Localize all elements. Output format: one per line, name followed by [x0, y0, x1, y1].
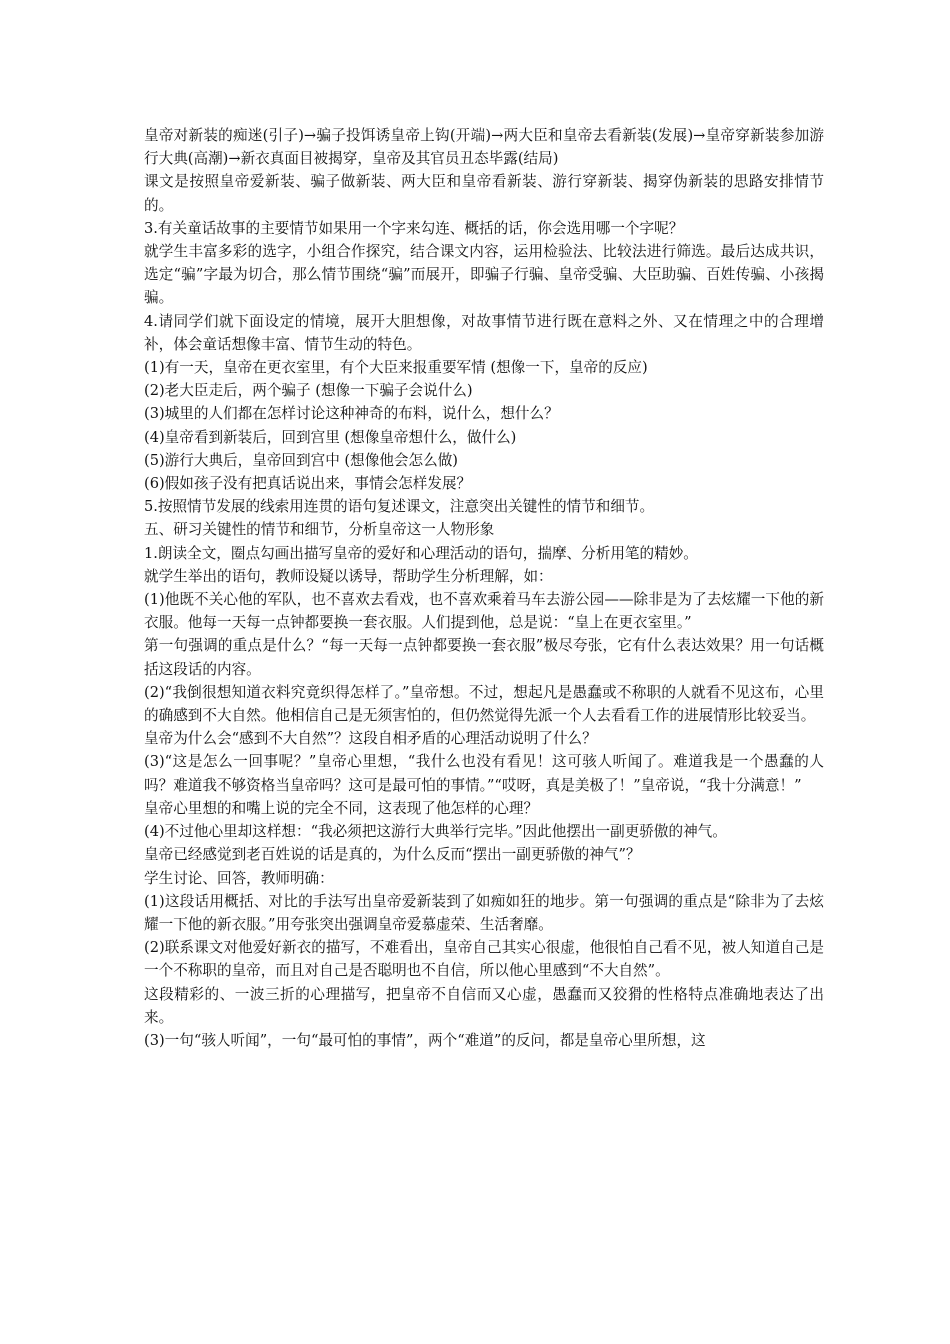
quote-4-question: 皇帝已经感觉到老百姓说的话是真的，为什么反而“摆出一副更骄傲的神气”？	[144, 846, 641, 864]
question-4: 4.请同学们就下面设定的情境，展开大胆想像，对故事情节进行既在意料之外、又在情理之中的合理增补，体会童话想像丰富、情节生动的特色。	[144, 312, 824, 353]
document-body	[144, 124, 824, 1052]
scenario-item-2: (2)老大臣走后，两个骗子 (想像一下骗子会说什么)	[144, 382, 473, 400]
task-1: 1.朗读全文，圈点勾画出描写皇帝的爱好和心理活动的语句，揣摩、分析用笔的精妙。	[144, 544, 698, 562]
quote-4: (4)不过他心里却这样想：“我必须把这游行大典举行完毕。”因此他摆出一副更骄傲的神气。	[144, 823, 727, 841]
scenario-item-6: (6)假如孩子没有把真话说出来，事情会怎样发展？	[144, 475, 472, 493]
quote-2: (2)“我倒很想知道衣料究竟织得怎样了。”皇帝想。不过，想起凡是愚蠢或不称职的人就看不见这布，心里的确感到不大自然。他相信自己是无须害怕的，但仍然觉得先派一个人去看看工作的进展情形比较妥当。	[144, 683, 824, 725]
scenario-item-4: (4)皇帝看到新装后，回到宫里 (想像皇帝想什么，做什么)	[144, 428, 517, 446]
answer-3: 就学生丰富多彩的选字，小组合作探究，结合课文内容，运用检验法、比较法进行筛选。最后达成共识，选定“骗”字最为切合，那么情节围绕“骗”而展开，即骗子行骗、皇帝受骗、大臣助骗、百姓传骗、小孩揭骗。	[144, 243, 824, 307]
answer-item-2: (2)联系课文对他爱好新衣的描写，不难看出，皇帝自己其实心很虚，他很怕自己看不见，被人知道自己是一个不称职的皇帝，而且对自己是否聪明也不自信，所以他心里感到“不大自然”。	[144, 939, 824, 980]
task-1-instruction: 就学生举出的语句，教师设疑以诱导，帮助学生分析理解，如：	[144, 567, 553, 585]
quote-3: (3)“这是怎么一回事呢？”皇帝心里想，“我什么也没有看见！这可骇人听闻了。难道我是一个愚蠢的人吗？难道我不够资格当皇帝吗？这可是最可怕的事情。”“哎呀，真是美极了！”皇帝说，“我十分满意！”	[144, 753, 824, 794]
quote-1: (1)他既不关心他的军队，也不喜欢去看戏，也不喜欢乘着马车去游公园——除非是为了去炫耀一下他的新衣服。他每一天每一点钟都要换一套衣服。人们提到他，总是说：“皇上在更衣室里。”	[144, 591, 824, 632]
discussion-intro: 学生讨论、回答，教师明确：	[144, 869, 334, 887]
quote-1-question: 第一句强调的重点是什么？“每一天每一点钟都要换一套衣服”极尽夸张，它有什么表达效果？用一句话概括这段话的内容。	[144, 637, 824, 678]
answer-item-1: (1)这段话用概括、对比的手法写出皇帝爱新装到了如痴如狂的地步。第一句强调的重点是“除非为了去炫耀一下他的新衣服。”用夸张突出强调皇帝爱慕虚荣、生活奢靡。	[144, 892, 824, 933]
scenario-item-3: (3)城里的人们都在怎样讨论这种神奇的布料，说什么，想什么？	[144, 405, 559, 423]
scenario-item-5: (5)游行大典后，皇帝回到宫中 (想像他会怎么做)	[144, 451, 458, 469]
answer-item-2-note: 这段精彩的、一波三折的心理描写，把皇帝不自信而又心虚，愚蠢而又狡猾的性格特点准确地表达了出来。	[144, 985, 824, 1026]
question-3: 3.有关童话故事的主要情节如果用一个字来勾连、概括的话，你会选用哪一个字呢？	[144, 219, 684, 237]
scenario-item-1: (1)有一天，皇帝在更衣室里，有个大臣来报重要军情 (想像一下，皇帝的反应)	[144, 359, 648, 377]
question-5: 5.按照情节发展的线索用连贯的语句复述课文，注意突出关键性的情节和细节。	[144, 498, 655, 516]
plot-summary-paragraph: 课文是按照皇帝爱新装、骗子做新装、两大臣和皇帝看新装、游行穿新装、揭穿伪新装的思路安排情节的。	[144, 173, 824, 214]
section-heading-5: 五、研习关键性的情节和细节，分析皇帝这一人物形象	[144, 521, 495, 539]
quote-2-question: 皇帝为什么会“感到不大自然”？这段自相矛盾的心理活动说明了什么？	[144, 730, 597, 748]
answer-item-3: (3)一句“骇人听闻”，一句“最可怕的事情”，两个“难道”的反问，都是皇帝心里所想，这	[144, 1031, 706, 1049]
plot-sequence-paragraph: 皇帝对新装的痴迷(引子)→骗子投饵诱皇帝上钩(开端)→两大臣和皇帝去看新装(发展)→皇帝穿新装参加游行大典(高潮)→新衣真面目被揭穿，皇帝及其官员丑态毕露(结局)	[144, 127, 824, 168]
quote-3-question: 皇帝心里想的和嘴上说的完全不同，这表现了他怎样的心理？	[144, 799, 539, 817]
